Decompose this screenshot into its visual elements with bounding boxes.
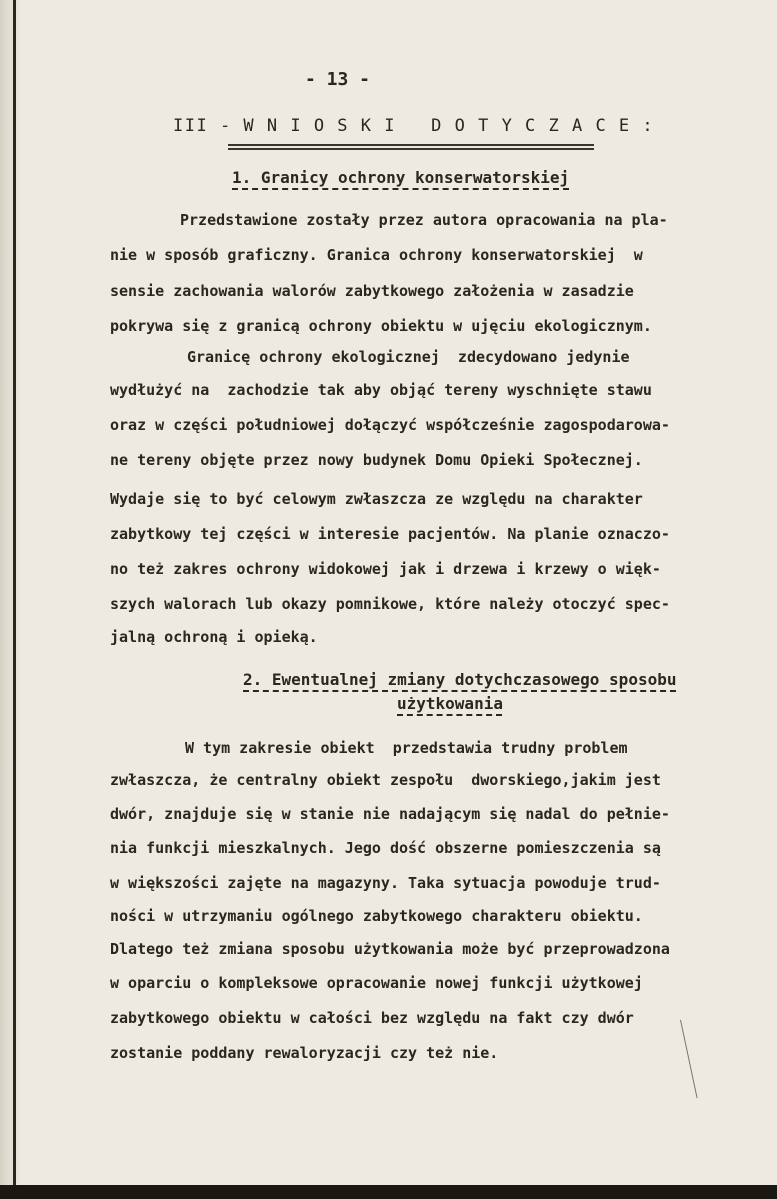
paragraph-line: ne tereny objęte przez nowy budynek Domu Opieki Społecznej. (110, 451, 643, 469)
pencil-mark (680, 1020, 698, 1098)
heading-rule-top (228, 144, 594, 146)
paragraph-line: Wydaje się to być celowym zwłaszcza ze względu na charakter (110, 490, 643, 508)
paragraph-line: Dlatego też zmiana sposobu użytkowania może być przeprowadzona (110, 940, 670, 958)
paragraph-line: Przedstawione zostały przez autora opracowania na pla- (180, 211, 668, 229)
page-number: - 13 - (305, 69, 371, 90)
paragraph-line: ności w utrzymaniu ogólnego zabytkowego charakteru obiektu. (110, 907, 643, 925)
page-binding-edge (0, 0, 20, 1199)
paragraph-line: zwłaszcza, że centralny obiekt zespołu dworskiego,jakim jest (110, 771, 661, 789)
subsection-2-title: 2. Ewentualnej zmiany dotychczasowego sposobu (243, 670, 677, 689)
paragraph-line: zostanie poddany rewaloryzacji czy też nie. (110, 1044, 499, 1062)
binding-line (13, 0, 16, 1199)
paragraph-line: zabytkowego obiektu w całości bez względu na fakt czy dwór (110, 1009, 634, 1027)
paragraph-line: dwór, znajduje się w stanie nie nadającym się nadal do pełnie- (110, 805, 670, 823)
paragraph-line: no też zakres ochrony widokowej jak i drzewa i krzewy o więk- (110, 560, 661, 578)
heading-rule-bottom (228, 148, 594, 150)
subsection-1-title: 1. Granicy ochrony konserwatorskiej (232, 168, 570, 187)
paragraph-line: w oparciu o kompleksowe opracowanie nowej funkcji użytkowej (110, 974, 643, 992)
paragraph-line: nie w sposób graficzny. Granica ochrony konserwatorskiej w (110, 246, 643, 264)
paragraph-line: w większości zajęte na magazyny. Taka sytuacja powoduje trud- (110, 874, 661, 892)
paragraph-line: oraz w części południowej dołączyć współcześnie zagospodarowa- (110, 416, 670, 434)
paragraph-line: wydłużyć na zachodzie tak aby objąć tereny wyschnięte stawu (110, 381, 652, 399)
paragraph-line: W tym zakresie obiekt przedstawia trudny problem (185, 739, 628, 757)
paragraph-line: zabytkowy tej części w interesie pacjentów. Na planie oznaczo- (110, 525, 670, 543)
paragraph-line: szych walorach lub okazy pomnikowe, które należy otoczyć spec- (110, 595, 670, 613)
subsection-2-title-continued: użytkowania (397, 694, 503, 713)
paragraph-line: Granicę ochrony ekologicznej zdecydowano jedynie (187, 348, 630, 366)
paragraph-line: jalną ochroną i opieką. (110, 628, 318, 646)
paragraph-line: sensie zachowania walorów zabytkowego założenia w zasadzie (110, 282, 634, 300)
paragraph-line: pokrywa się z granicą ochrony obiektu w ujęciu ekologicznym. (110, 317, 652, 335)
scan-bottom-edge (0, 1185, 777, 1199)
section-heading: III - W N I O S K I D O T Y C Z A C E : (173, 116, 655, 136)
paragraph-line: nia funkcji mieszkalnych. Jego dość obszerne pomieszczenia są (110, 839, 661, 857)
